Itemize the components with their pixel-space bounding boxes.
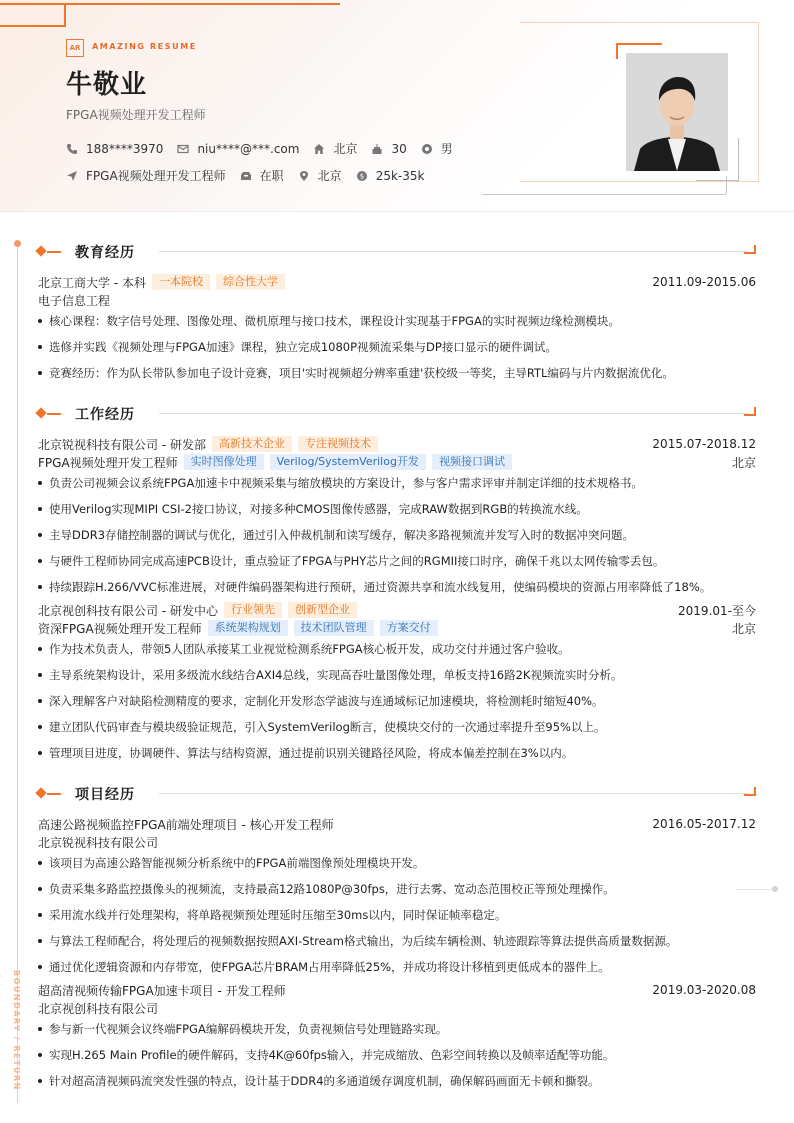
project-bullet: 参与新一代视频会议终端FPGA编解码模块开发，负责视频信号处理链路实现。 [38,1021,756,1037]
section-title: 工作经历 [75,407,135,423]
work-company-row [38,436,756,452]
major-name: 电子信息工程 [38,293,111,308]
section-corner [744,787,756,796]
section-title: 项目经历 [75,787,135,803]
company-name: 北京锐视科技有限公司 - 研发部 [38,437,206,452]
section-rule [159,251,748,252]
work-role-row [38,620,756,636]
mail-icon [177,143,189,155]
education-date: 2011.09-2015.06 [652,275,756,289]
svg-text:$: $ [359,172,364,181]
project-bullet: 与算法工程师配合，将处理后的视频数据按照AXI-Stream格式输出，为后续车辆检测、轨迹跟踪等算法提供高质量数据源。 [38,933,756,949]
work-date: 2015.07-2018.12 [652,437,756,451]
project-date: 2019.03-2020.08 [652,983,756,997]
job-intent-row [66,167,438,184]
logo-text: AMAZING RESUME [92,42,197,51]
role-tag: 实时图像处理 [184,454,264,470]
phone-text: 188****3970 [86,141,164,156]
phone-icon [66,143,78,155]
project-title-row [38,982,756,998]
email-item [177,142,299,156]
work-bullet: 作为技术负责人，带领5人团队承接某工业视觉检测系统FPGA核心板开发，成功交付并通过客户验收。 [38,641,756,657]
work-bullet: 建立团队代码审查与模块级验证规范，引入SystemVerilog断言，使模块交付的一次通过率提升至95%以上。 [38,719,756,735]
section-dash [47,251,61,253]
section-diamond-icon [35,245,46,256]
home-icon [313,143,325,155]
project-title-row [38,816,756,832]
side-timeline-dot [14,240,21,247]
work-date: 2019.01-至今 [678,603,756,618]
age-text: 30 [391,141,407,156]
work-city: 北京 [731,455,756,470]
header-accent-corner [0,3,66,27]
section-diamond-icon [35,787,46,798]
salary-item [356,169,425,183]
project-company: 北京视创科技有限公司 [38,1001,159,1016]
education-bullet: 核心课程：数字信号处理、图像处理、微机原理与接口技术，课程设计实现基于FPGA的实时视频边缘检测模块。 [38,313,756,329]
work-city: 北京 [731,621,756,636]
role-name: 资深FPGA视频处理开发工程师 [38,621,202,636]
section-title: 教育经历 [75,245,135,261]
gender-item [421,140,453,157]
intent-city-text: 北京 [317,169,342,183]
work-role-row [38,454,756,470]
location-pin-icon [298,170,310,182]
project-bullet: 采用流水线并行处理架构，将单路视频预处理延时压缩至30ms以内，同时保证帧率稳定。 [38,907,756,923]
section-rule [159,793,748,794]
project-bullet: 通过优化逻辑资源和内存带宽，使FPGA芯片BRAM占用率降低25%，并成功将设计移植到更低成本的器件上。 [38,959,756,975]
project-title: 超高清视频传输FPGA加速卡项目 - 开发工程师 [38,983,286,998]
work-bullet: 管理项目进度，协调硬件、算法与结构资源，通过提前识别关键路径风险，将成本偏差控制在3%以内。 [38,745,756,761]
project-bullet: 该项目为高速公路智能视频分析系统中的FPGA前端图像预处理模块开发。 [38,855,756,871]
section-header-projects [37,784,756,804]
contact-row [66,140,467,157]
work-bullet: 持续跟踪H.266/VVC标准进展，对硬件编码器架构进行预研，通过资源共享和流水线复用，使编码模块的资源占用率降低了18%。 [38,579,756,595]
project-bullet: 针对超高清视频码流突发性强的特点，设计基于DDR4的多通道缓存调度机制，确保解码画面无卡顿和撕裂。 [38,1073,756,1089]
section-dash [47,793,61,795]
inbox-icon [240,170,252,182]
education-bullet: 选修并实践《视频处理与FPGA加速》课程，独立完成1080P视频流采集与DP接口显示的硬件调试。 [38,339,756,355]
gender-icon [421,143,433,155]
section-rule [159,413,748,414]
section-dash [47,413,61,415]
age-item [371,142,406,156]
send-icon [66,170,78,182]
company-name: 北京视创科技有限公司 - 研发中心 [38,603,218,618]
role-tag: 系统架构规划 [208,620,288,636]
project-title: 高速公路视频监控FPGA前端处理项目 - 核心开发工程师 [38,817,334,832]
role-tag: Verilog/SystemVerilog开发 [270,454,426,470]
status-text: 在职 [259,169,284,183]
cake-icon [371,143,383,155]
gender-text: 男 [440,142,453,156]
logo-badge: AR [66,39,84,57]
section-header-work [37,404,756,424]
header-divider-tick [726,176,727,194]
work-bullet: 使用Verilog实现MIPI CSI-2接口协议，对接多种CMOS图像传感器，完成RAW数据到RGB的转换流水线。 [38,501,756,517]
phone-item [66,142,163,156]
section-corner [744,407,756,416]
salary-icon [356,170,368,182]
candidate-title: FPGA视频处理开发工程师 [66,108,206,122]
city-item [313,140,357,157]
section-corner [744,245,756,254]
company-tag: 行业领先 [224,602,282,618]
school-tag: 一本院校 [152,274,210,290]
project-company-row [38,834,756,850]
education-row [38,274,756,290]
school-tag: 综合性大学 [216,274,285,290]
project-date: 2016.05-2017.12 [652,817,756,831]
intent-position-item [66,167,226,184]
education-bullet: 竞赛经历：作为队长带队参加电子设计竞赛，项目'实时视频超分辨率重建'获校级一等奖，主导RTL编码与片内数据流优化。 [38,365,756,381]
work-bullet: 主导系统架构设计，采用多级流水线结合AXI4总线，实现高吞吐量图像处理，单板支持16路2K视频流实时分析。 [38,667,756,683]
company-tag: 创新型企业 [288,602,357,618]
work-bullet: 深入理解客户对缺陷检测精度的要求，定制化开发形态学滤波与连通域标记加速模块，将检测耗时缩短40%。 [38,693,756,709]
email-text: niu****@***.com [197,141,300,156]
project-company-row [38,1000,756,1016]
candidate-name: 牛敬业 [66,70,148,100]
role-tag: 技术团队管理 [294,620,374,636]
header-divider-line [482,194,726,195]
project-bullet: 实现H.265 Main Profile的硬件解码，支持4K@60fps输入，并完成缩放、色彩空间转换以及帧率适配等功能。 [38,1047,756,1063]
salary-text: 25k-35k [375,168,425,183]
project-bullet: 负责采集多路监控摄像头的视频流，支持最高12路1080P@30fps，进行去雾、宽动态范围校正等预处理操作。 [38,881,756,897]
intent-position-text: FPGA视频处理开发工程师 [86,169,226,183]
company-tag: 高新技术企业 [212,436,292,452]
status-item [240,167,284,184]
city-text: 北京 [333,142,358,156]
section-header-education [37,242,756,262]
intent-city-item [298,167,342,184]
photo-frame-decoration [696,138,739,181]
right-deco-dot [772,886,778,892]
side-watermark-text: BOUNDARY / RETURN [12,970,21,1091]
work-bullet: 主导DDR3存储控制器的调试与优化，通过引入仲裁机制和读写缓存，解决多路视频流并发写入时的数据冲突问题。 [38,527,756,543]
role-tag: 方案交付 [380,620,438,636]
work-bullet: 负责公司视频会议系统FPGA加速卡中视频采集与缩放模块的方案设计，参与客户需求评审并制定详细的技术规格书。 [38,475,756,491]
work-company-row [38,602,756,618]
major-row [38,292,756,308]
project-company: 北京锐视科技有限公司 [38,835,159,850]
company-tag: 专注视频技术 [298,436,378,452]
work-bullet: 与硬件工程师协同完成高速PCB设计，重点验证了FPGA与PHY芯片之间的RGMII接口时序，确保千兆以太网传输零丢包。 [38,553,756,569]
section-diamond-icon [35,407,46,418]
role-name: FPGA视频处理开发工程师 [38,455,178,470]
role-tag: 视频接口调试 [432,454,512,470]
school-name: 北京工商大学 - 本科 [38,275,146,290]
